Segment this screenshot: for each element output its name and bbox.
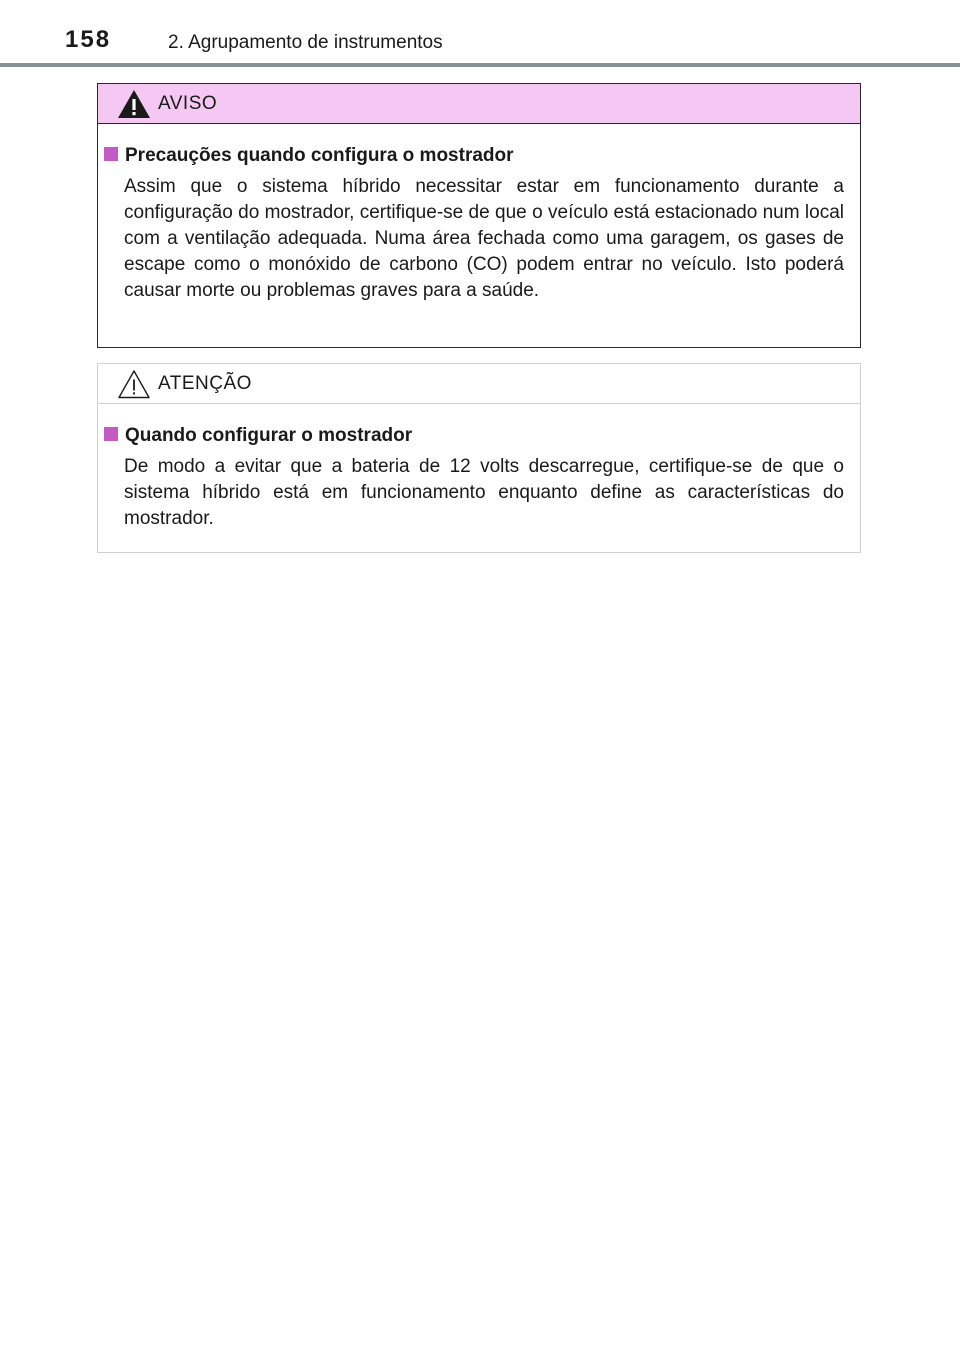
warning-box-header	[98, 84, 860, 124]
page-number: 158	[65, 26, 112, 53]
caution-box-header	[98, 364, 860, 404]
square-bullet-icon	[104, 427, 118, 441]
warning-item-title	[104, 144, 844, 168]
header-divider	[0, 63, 960, 67]
warning-box-body	[98, 124, 860, 304]
page-header	[0, 0, 960, 66]
caution-box-body	[98, 404, 860, 532]
section-title: 2. Agrupamento de instrumentos	[168, 32, 443, 53]
warning-triangle-filled-icon	[116, 88, 152, 120]
caution-label: ATENÇÃO	[158, 373, 252, 394]
warning-triangle-outline-icon	[116, 368, 152, 400]
caution-item-title	[104, 424, 844, 448]
caution-item-text: De modo a evitar que a bateria de 12 volts descarregue, certifique-se de que o sistema híbrido está em funcionamento enquanto define as características do mostrador.	[124, 456, 844, 529]
square-bullet-icon	[104, 147, 118, 161]
warning-box	[97, 83, 861, 348]
warning-item-title-text: Precauções quando configura o mostrador	[125, 145, 514, 166]
caution-box	[97, 363, 861, 553]
caution-item-title-text: Quando configurar o mostrador	[125, 425, 413, 446]
warning-label: AVISO	[158, 93, 218, 114]
warning-item-text: Assim que o sistema híbrido necessitar estar em funcionamento durante a configuração do mostrador, certifique-se de que o veículo está estacionado num local com a ventilação adequada. Numa área fechada como uma garagem, os gases de escape como o monóxido de carbono (CO) podem entrar no veículo. Isto poderá causar morte ou problemas graves para a saúde.	[124, 176, 844, 301]
